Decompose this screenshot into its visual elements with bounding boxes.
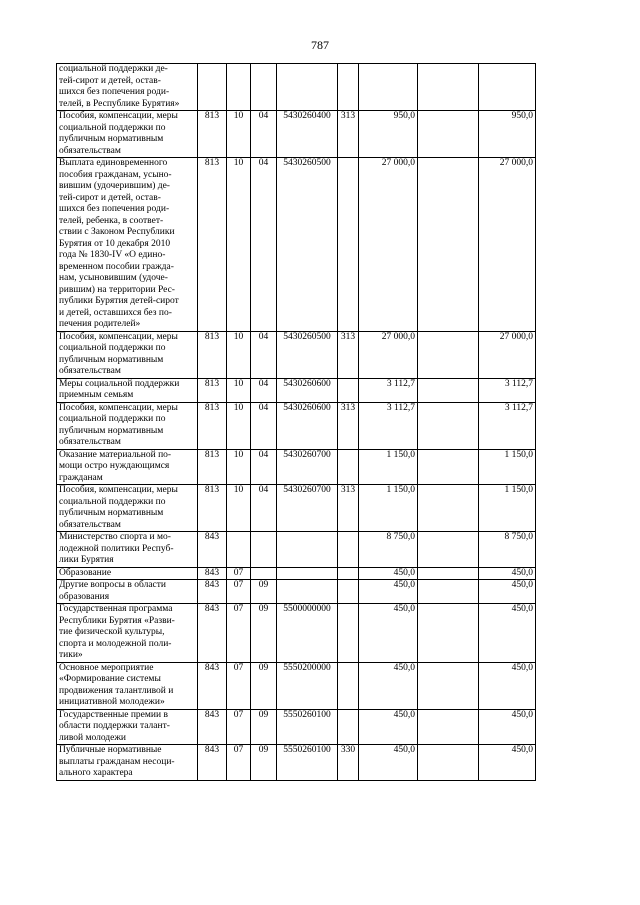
row-name: социальной поддержки де- тей-сирот и детей, остав- шихся без попечения роди- телей, в Республике Бурятия» [57, 64, 198, 111]
target-article-code: 5550260100 [277, 709, 338, 745]
section-code: 10 [227, 111, 251, 158]
section-code: 10 [227, 378, 251, 402]
subsection-code [251, 567, 277, 580]
row-name: Пособия, компенсации, меры социальной поддержки по публичным нормативным обязательствам [57, 331, 198, 378]
section-code: 07 [227, 580, 251, 604]
ministry-code: 843 [198, 532, 227, 568]
amount-final: 27 000,0 [479, 331, 536, 378]
subsection-code: 04 [251, 331, 277, 378]
subsection-code: 04 [251, 378, 277, 402]
section-code: 10 [227, 331, 251, 378]
expense-type-code: 313 [338, 331, 359, 378]
section-code: 10 [227, 158, 251, 332]
ministry-code: 813 [198, 402, 227, 449]
ministry-code: 813 [198, 158, 227, 332]
subsection-code: 04 [251, 485, 277, 532]
amount-extra [418, 745, 479, 781]
subsection-code: 09 [251, 604, 277, 663]
subsection-code: 09 [251, 662, 277, 709]
amount-final: 27 000,0 [479, 158, 536, 332]
table-row [57, 64, 536, 111]
section-code: 07 [227, 709, 251, 745]
amount-extra [418, 402, 479, 449]
amount-extra [418, 111, 479, 158]
amount-extra [418, 158, 479, 332]
table-row [57, 662, 536, 709]
ministry-code: 813 [198, 111, 227, 158]
row-name: Государственные премии в области поддержки талант- ливой молодежи [57, 709, 198, 745]
amount-final: 450,0 [479, 745, 536, 781]
amount-total: 450,0 [359, 662, 418, 709]
amount-total: 3 112,7 [359, 402, 418, 449]
amount-extra [418, 662, 479, 709]
expense-type-code [338, 604, 359, 663]
subsection-code [251, 64, 277, 111]
table-row [57, 331, 536, 378]
amount-extra [418, 567, 479, 580]
subsection-code: 04 [251, 402, 277, 449]
target-article-code: 5430260500 [277, 158, 338, 332]
target-article-code: 5430260600 [277, 402, 338, 449]
subsection-code: 04 [251, 449, 277, 485]
subsection-code: 09 [251, 745, 277, 781]
target-article-code: 5430260700 [277, 449, 338, 485]
amount-total: 1 150,0 [359, 449, 418, 485]
row-name: Оказание материальной по- мощи остро нуждающимся гражданам [57, 449, 198, 485]
section-code: 10 [227, 485, 251, 532]
amount-final [479, 64, 536, 111]
table-row [57, 532, 536, 568]
amount-total: 1 150,0 [359, 485, 418, 532]
amount-total: 27 000,0 [359, 158, 418, 332]
target-article-code: 5550260100 [277, 745, 338, 781]
amount-extra [418, 449, 479, 485]
target-article-code: 5430260600 [277, 378, 338, 402]
row-name: Образование [57, 567, 198, 580]
ministry-code: 843 [198, 662, 227, 709]
amount-extra [418, 604, 479, 663]
row-name: Публичные нормативные выплаты гражданам несоци- ального характера [57, 745, 198, 781]
subsection-code: 04 [251, 111, 277, 158]
section-code: 07 [227, 567, 251, 580]
ministry-code: 813 [198, 449, 227, 485]
amount-total: 450,0 [359, 580, 418, 604]
table-row [57, 604, 536, 663]
amount-extra [418, 485, 479, 532]
amount-total: 450,0 [359, 604, 418, 663]
amount-extra [418, 709, 479, 745]
subsection-code [251, 532, 277, 568]
row-name: Основное мероприятие «Формирование системы продвижения талантливой и инициативной молодежи» [57, 662, 198, 709]
ministry-code: 813 [198, 485, 227, 532]
ministry-code: 813 [198, 378, 227, 402]
amount-extra [418, 532, 479, 568]
amount-final: 450,0 [479, 662, 536, 709]
amount-extra [418, 580, 479, 604]
amount-total: 450,0 [359, 709, 418, 745]
expense-type-code [338, 378, 359, 402]
amount-extra [418, 331, 479, 378]
expense-type-code: 313 [338, 402, 359, 449]
section-code: 10 [227, 402, 251, 449]
table-row [57, 158, 536, 332]
table-row [57, 709, 536, 745]
target-article-code [277, 64, 338, 111]
amount-total: 8 750,0 [359, 532, 418, 568]
table-row [57, 402, 536, 449]
ministry-code [198, 64, 227, 111]
amount-total: 27 000,0 [359, 331, 418, 378]
expense-type-code [338, 580, 359, 604]
row-name: Пособия, компенсации, меры социальной поддержки по публичным нормативным обязательствам [57, 485, 198, 532]
section-code: 07 [227, 604, 251, 663]
amount-total: 450,0 [359, 745, 418, 781]
amount-final: 950,0 [479, 111, 536, 158]
table-row [57, 111, 536, 158]
ministry-code: 843 [198, 745, 227, 781]
target-article-code: 5430260400 [277, 111, 338, 158]
row-name: Другие вопросы в области образования [57, 580, 198, 604]
row-name: Государственная программа Республики Бурятия «Разви- тие физической культуры, спорта и молодежной поли- тики» [57, 604, 198, 663]
section-code [227, 532, 251, 568]
amount-extra [418, 64, 479, 111]
table-row [57, 567, 536, 580]
amount-final: 450,0 [479, 604, 536, 663]
expense-type-code [338, 449, 359, 485]
expense-type-code: 313 [338, 111, 359, 158]
budget-table [56, 63, 536, 781]
target-article-code: 5430260500 [277, 331, 338, 378]
expense-type-code [338, 567, 359, 580]
expense-type-code [338, 64, 359, 111]
section-code: 07 [227, 662, 251, 709]
table-row [57, 485, 536, 532]
amount-final: 450,0 [479, 567, 536, 580]
table-row [57, 745, 536, 781]
ministry-code: 813 [198, 331, 227, 378]
amount-final: 1 150,0 [479, 485, 536, 532]
amount-final: 3 112,7 [479, 378, 536, 402]
expense-type-code [338, 709, 359, 745]
section-code [227, 64, 251, 111]
ministry-code: 843 [198, 604, 227, 663]
target-article-code: 5550200000 [277, 662, 338, 709]
section-code: 07 [227, 745, 251, 781]
subsection-code: 09 [251, 709, 277, 745]
table-row [57, 580, 536, 604]
row-name: Министерство спорта и мо- лодежной политики Респуб- лики Бурятия [57, 532, 198, 568]
table-row [57, 378, 536, 402]
section-code: 10 [227, 449, 251, 485]
amount-total: 3 112,7 [359, 378, 418, 402]
expense-type-code: 330 [338, 745, 359, 781]
expense-type-code [338, 662, 359, 709]
amount-total: 950,0 [359, 111, 418, 158]
row-name: Пособия, компенсации, меры социальной поддержки по публичным нормативным обязательствам [57, 111, 198, 158]
target-article-code [277, 567, 338, 580]
amount-final: 8 750,0 [479, 532, 536, 568]
subsection-code: 09 [251, 580, 277, 604]
ministry-code: 843 [198, 567, 227, 580]
expense-type-code: 313 [338, 485, 359, 532]
amount-extra [418, 378, 479, 402]
subsection-code: 04 [251, 158, 277, 332]
row-name: Меры социальной поддержки приемным семьям [57, 378, 198, 402]
amount-total: 450,0 [359, 567, 418, 580]
expense-type-code [338, 158, 359, 332]
amount-final: 450,0 [479, 580, 536, 604]
table-row [57, 449, 536, 485]
amount-total [359, 64, 418, 111]
ministry-code: 843 [198, 580, 227, 604]
target-article-code: 5500000000 [277, 604, 338, 663]
row-name: Выплата единовременного пособия гражданам, усыно- вившим (удочерившим) де- тей-сирот и детей, остав- шихся без попечения роди- телей, ребенка, в соответ- ствии с Законом Республики Бурятия от 10 декабря 2010 года № 1830-IV «О едино- временном пособии гражда- нам, усыновившим (удоче- рившим) на территории Рес- публики Бурятия детей-сирот и детей, оставшихся без по- печения родителей» [57, 158, 198, 332]
target-article-code [277, 532, 338, 568]
amount-final: 1 150,0 [479, 449, 536, 485]
ministry-code: 843 [198, 709, 227, 745]
expense-type-code [338, 532, 359, 568]
amount-final: 450,0 [479, 709, 536, 745]
amount-final: 3 112,7 [479, 402, 536, 449]
page-number: 787 [311, 38, 329, 52]
target-article-code: 5430260700 [277, 485, 338, 532]
row-name: Пособия, компенсации, меры социальной поддержки по публичным нормативным обязательствам [57, 402, 198, 449]
target-article-code [277, 580, 338, 604]
